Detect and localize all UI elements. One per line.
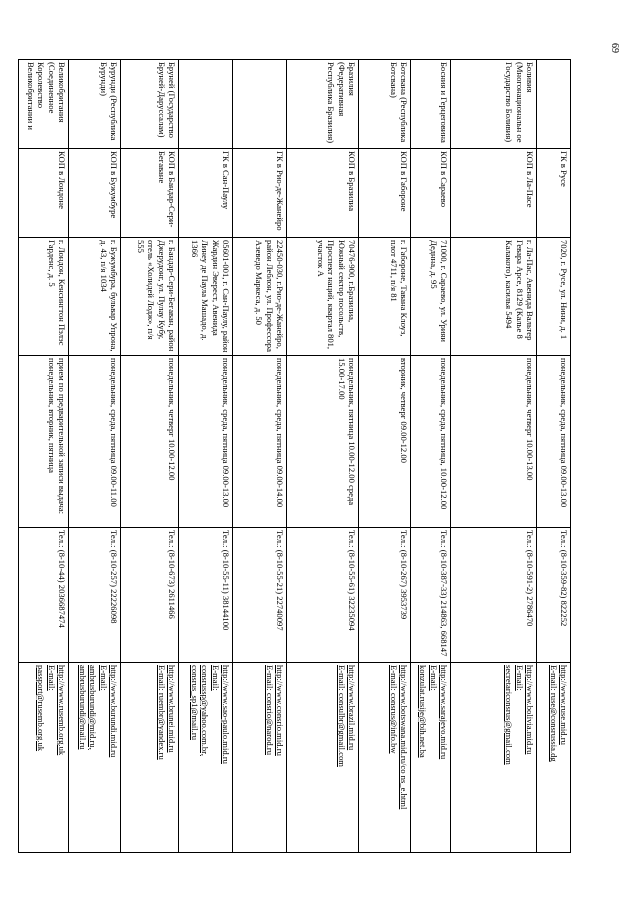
phone-cell: Тел.: (8-10-44) 2036687474 (19, 528, 69, 663)
web-cell (287, 663, 359, 853)
table-row (233, 60, 287, 853)
phone-cell: Тел.: (8-10-673) 2611466 (121, 528, 179, 663)
hours-cell: понедельник, среда, пятница 09.00-11.00 (69, 356, 121, 528)
email-link[interactable]: konzulat.rusije@bih.net.ba (418, 665, 429, 758)
address-cell: 22450-030, г.Рио-де-Жанейро, район Леблон, ул. Профессора Азеведо Маркеса, д. 50 (233, 238, 287, 356)
hours-cell: понедельник, среда, пятница 09.00-13.00 (179, 356, 233, 528)
web-cell (179, 663, 233, 853)
email-link[interactable]: ambrusburundi@mail.ru (77, 665, 88, 750)
table-row (359, 60, 411, 853)
country-cell: Ботсвана (Республика Ботсвана) (359, 60, 411, 149)
website-link[interactable]: http://www.sao-paulo.mid.ru (221, 665, 231, 764)
office-cell: КОП в Лондоне (19, 149, 69, 238)
phone-cell: Тел.: (8-10-591-2) 2786470 (451, 528, 537, 663)
website-link[interactable]: http://www.consrio.mid.ru (275, 665, 285, 756)
phone-cell: Тел.: (8-10-387-33) 214863, 668147 (411, 528, 451, 663)
table-row (287, 60, 359, 853)
hours-cell: понедельник, четверг 10.00-12.00 (121, 356, 179, 528)
address-cell: 70476-900, г.Бразилиа, Южный сектор посольств, Проспект наций, квартал 801, участок А (287, 238, 359, 356)
email-line[interactable]: E-mail: consrus@info.bw (388, 665, 399, 754)
address-cell: г. Ла-Пас, Авенида Вальтер Гевара Арсе, 8129 (Калье 8 Калакото), касилья 5494 (451, 238, 537, 356)
table-row (411, 60, 451, 853)
web-cell (69, 663, 121, 853)
email-label: E-mail: (98, 665, 109, 691)
address-cell: г. Лондон, Кенсингтон Пэлэс Гарденс, д. 5 (19, 238, 69, 356)
hours-cell: понедельник, среда, пятница 09.00-13.00 (537, 356, 571, 528)
country-cell: Босния и Герцеговина (411, 60, 451, 149)
hours-cell: понедельник, среда, пятница, 10.00-12.00 (411, 356, 451, 528)
web-cell (537, 663, 571, 853)
website-link[interactable]: http://www.brazil.mid.ru (347, 665, 357, 751)
email-label: E-mail: (46, 665, 57, 691)
email-line[interactable]: E-mail: ruembr@yandex.ru (156, 665, 167, 760)
email-link[interactable]: passport@rusemb.org.uk (36, 665, 47, 752)
office-cell: КОП в Бразилиа (287, 149, 359, 238)
email-link[interactable]: consrussp@yahoo.com.br, (200, 665, 211, 756)
email-label: E-mail: (210, 665, 221, 691)
website-link[interactable]: http://www.sarajevo.mid.ru (439, 665, 449, 760)
rotated-table-container (25, 59, 571, 852)
website-link[interactable]: http://www.brunei.mid.ru (167, 665, 177, 753)
email-link[interactable]: consrus_sp1@mail.ru (189, 665, 200, 740)
country-cell (179, 60, 233, 149)
email-link[interactable]: secretariconsrus@gmail.com (504, 665, 515, 765)
table-row (537, 60, 571, 853)
country-cell: Боливия (Многонациональн ое Государство Боливия) (451, 60, 537, 149)
country-cell (233, 60, 287, 149)
country-cell: Великобритания (Соединенное Королевство Великобритании и (19, 60, 69, 149)
email-line[interactable]: E-mail: consulbr@gmail.com (336, 665, 347, 767)
table-row (69, 60, 121, 853)
website-link[interactable]: http://www.burundi.mid.ru (109, 665, 119, 758)
address-cell: 7020, г. Русе, ул. Нини, д. 1 (537, 238, 571, 356)
table-row (179, 60, 233, 853)
hours-cell: понедельник, четверг 10.00-13.00 (451, 356, 537, 528)
consulate-table (18, 59, 571, 853)
email-link[interactable]: ambrusburundi@mid.ru, (88, 665, 99, 750)
web-cell (451, 663, 537, 853)
phone-cell: Тел.: (8-10-359-82) 822252 (537, 528, 571, 663)
email-line[interactable]: E-mail: ruse@consrussia.dg (548, 665, 559, 762)
table-row (121, 60, 179, 853)
office-cell: ГК в Русе (537, 149, 571, 238)
table-row (451, 60, 537, 853)
address-cell: г. Бандар-Сери-Бегаван, район Джерудонг, ул. Пулау Кубу, отель «Холидей Лодж», п/я 555 (121, 238, 179, 356)
table-body (19, 60, 571, 853)
office-cell: КОП в Бандар-Сери-Бегаване (121, 149, 179, 238)
phone-cell: Тел.: (8-10-257) 22226098 (69, 528, 121, 663)
rotated-table-wrapper (25, 59, 571, 852)
web-cell (411, 663, 451, 853)
office-cell: КОП в Бужумбуре (69, 149, 121, 238)
phone-cell: Тел.: (8-10-55-61) 32235094 (287, 528, 359, 663)
hours-cell: понедельник, пятница 10.00-12.00 среда 15.00-17.00 (287, 356, 359, 528)
phone-cell: Тел.: (8-10-55-11) 38144100 (179, 528, 233, 663)
web-cell (359, 663, 411, 853)
web-cell (233, 663, 287, 853)
country-cell: Бразилия (Федеративная Республика Бразилия) (287, 60, 359, 149)
page-number: 69 (609, 43, 620, 53)
email-label: E-mail: (514, 665, 525, 691)
office-cell: КОП в Сараево (411, 149, 451, 238)
hours-cell: понедельник, среда, пятница 09.00-14.00 (233, 356, 287, 528)
email-label: E-mail: (428, 665, 439, 691)
hours-cell: вторник, четверг 09.00-12.00 (359, 356, 411, 528)
country-cell (537, 60, 571, 149)
web-cell (19, 663, 69, 853)
email-line[interactable]: E-mail: consrio@narod.ru (264, 665, 275, 756)
address-cell: 71000, г. Сараево, ул. Урияи Деднна, д. 95 (411, 238, 451, 356)
address-cell: г. Габороне, Тавана Клоуз, плот 4711, п/я 81 (359, 238, 411, 356)
country-cell: Бурунди (Республика Бурунди) (69, 60, 121, 149)
address-cell: 05601-001, г. Сан-Паулу, район Жардин Эверест, Авенида Линеу де Паула Машадо, д. 1366 (179, 238, 233, 356)
office-cell: ГК в Рио-де-Жанейро (233, 149, 287, 238)
website-link[interactable]: http://www.rusemb.org.uk (57, 665, 67, 756)
phone-cell: Тел.: (8-10-55-21) 22740097 (233, 528, 287, 663)
website-link[interactable]: http://www.bolivia.mid.ru (525, 665, 535, 755)
office-cell: КОП в Габороне (359, 149, 411, 238)
office-cell: ГК в Сан-Паулу (179, 149, 233, 238)
country-cell: Бруней (Государство Бруней-Даруссалам) (121, 60, 179, 149)
website-link[interactable]: http://www.ruse.mid.ru (559, 665, 569, 745)
phone-cell: Тел.: (8-10-267) 3953739 (359, 528, 411, 663)
hours-cell: прием по предварительной записи выдача: понедельник, вторник, пятница (19, 356, 69, 528)
table-row (19, 60, 69, 853)
office-cell: КОП в Ла-Пасе (451, 149, 537, 238)
website-link[interactable]: http://www.botswana.mid.ru/co ns_e.html (399, 665, 409, 810)
web-cell (121, 663, 179, 853)
address-cell: г. Бужумбура, бульвар Упрона, д. 43, п/я 1034 (69, 238, 121, 356)
